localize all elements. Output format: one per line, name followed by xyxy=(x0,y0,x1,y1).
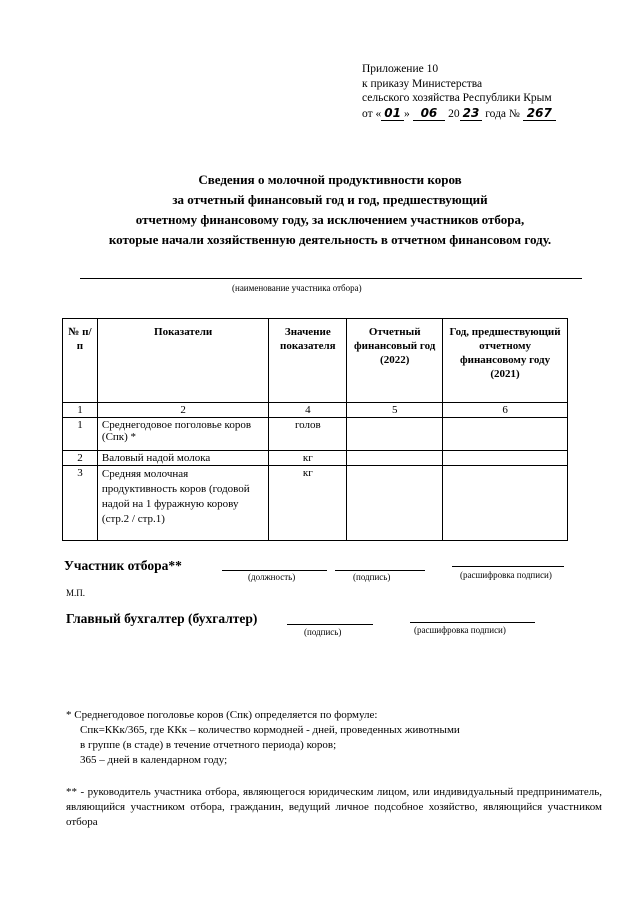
appendix-header xyxy=(362,62,556,121)
row-reporting-value xyxy=(347,418,443,451)
table-row xyxy=(63,451,568,466)
decode-caption: (расшифровка подписи) xyxy=(460,570,552,580)
accountant-label: Главный бухгалтер (бухгалтер) xyxy=(66,611,258,626)
year-prefix: 20 xyxy=(448,107,460,120)
table-numbering-row xyxy=(63,403,568,418)
header-date-line xyxy=(362,106,556,122)
num-col-5: 6 xyxy=(443,403,568,418)
title-line-1: Сведения о молочной продуктивности коров xyxy=(198,172,462,187)
note-2: Спк=ККк/365, где ККк – количество кормодней - дней, проведенных животными xyxy=(80,724,460,736)
table-row xyxy=(63,466,568,541)
order-number: 267 xyxy=(523,106,556,121)
header-number: № п/п xyxy=(63,319,98,403)
row-indicator: Валовый надой молока xyxy=(97,451,268,466)
title-line-3: отчетному финансовому году, за исключением участников отбора, xyxy=(135,212,525,227)
row-number: 1 xyxy=(63,418,98,451)
signature-line xyxy=(335,570,425,571)
order-text: года № xyxy=(485,107,520,120)
row-reporting-value xyxy=(347,451,443,466)
document-title xyxy=(0,170,640,250)
date-year: 23 xyxy=(460,106,483,121)
participant-name-caption: (наименование участника отбора) xyxy=(232,283,362,293)
date-mid: » xyxy=(403,107,410,120)
stamp-place: М.П. xyxy=(66,588,86,598)
date-month: 06 xyxy=(413,106,446,121)
row-number: 3 xyxy=(63,466,98,541)
participant-name-line xyxy=(80,278,582,279)
row-number: 2 xyxy=(63,451,98,466)
date-day: 01 xyxy=(381,106,404,121)
participant-label: Участник отбора** xyxy=(64,558,182,573)
header-line-1: Приложение 10 xyxy=(362,63,439,75)
num-col-3: 4 xyxy=(269,403,347,418)
position-caption: (должность) xyxy=(248,572,296,582)
header-line-2: к приказу Министерства xyxy=(362,77,483,90)
row-indicator: Среднегодовое поголовье коров (Спк) * xyxy=(97,418,268,451)
productivity-table xyxy=(62,318,568,541)
note-3: в группе (в стаде) в течение отчетного периода) коров; xyxy=(80,739,337,751)
note-4: 365 – дней в календарном году; xyxy=(80,754,228,766)
row-reporting-value xyxy=(347,466,443,541)
row-unit: голов xyxy=(269,418,347,451)
row-indicator: Средняя молочная продуктивность коров (годовой надой на 1 фуражную корову (стр.2 / стр.1) xyxy=(97,466,268,541)
table-header-row xyxy=(63,319,568,403)
date-prefix: от « xyxy=(362,107,382,120)
signature-caption: (подпись) xyxy=(353,572,391,582)
row-unit: кг xyxy=(269,451,347,466)
decode-line xyxy=(452,566,564,567)
note-5: ** - руководитель участника отбора, являющегося юридическим лицом, или индивидуальный предприниматель, являющийся участником отбора, гражданин, ведущий личное подсобное хозяйство, являющийся участником отбора xyxy=(66,786,602,828)
title-line-4: которые начали хозяйственную деятельность в отчетном финансовом году. xyxy=(108,232,552,247)
num-col-4: 5 xyxy=(347,403,443,418)
header-reporting-year: Отчетный финансовый год (2022) xyxy=(347,319,443,403)
acc-decode-line xyxy=(410,622,535,623)
acc-signature-line xyxy=(287,624,373,625)
row-previous-value xyxy=(443,418,568,451)
num-col-1: 1 xyxy=(63,403,98,418)
acc-signature-caption: (подпись) xyxy=(304,627,342,637)
title-line-2: за отчетный финансовый год и год, предшествующий xyxy=(172,192,488,207)
row-unit: кг xyxy=(269,466,347,541)
header-previous-year: Год, предшествующий отчетному финансовому году (2021) xyxy=(443,319,568,403)
note-1: * Среднегодовое поголовье коров (Спк) определяется по формуле: xyxy=(66,709,378,721)
header-indicator: Показатели xyxy=(97,319,268,403)
acc-decode-caption: (расшифровка подписи) xyxy=(414,625,506,635)
header-value: Значение показателя xyxy=(269,319,347,403)
table-row xyxy=(63,418,568,451)
header-line-3: сельского хозяйства Республики Крым xyxy=(362,92,552,104)
row-previous-value xyxy=(443,466,568,541)
position-line xyxy=(222,570,327,571)
row-previous-value xyxy=(443,451,568,466)
num-col-2: 2 xyxy=(97,403,268,418)
